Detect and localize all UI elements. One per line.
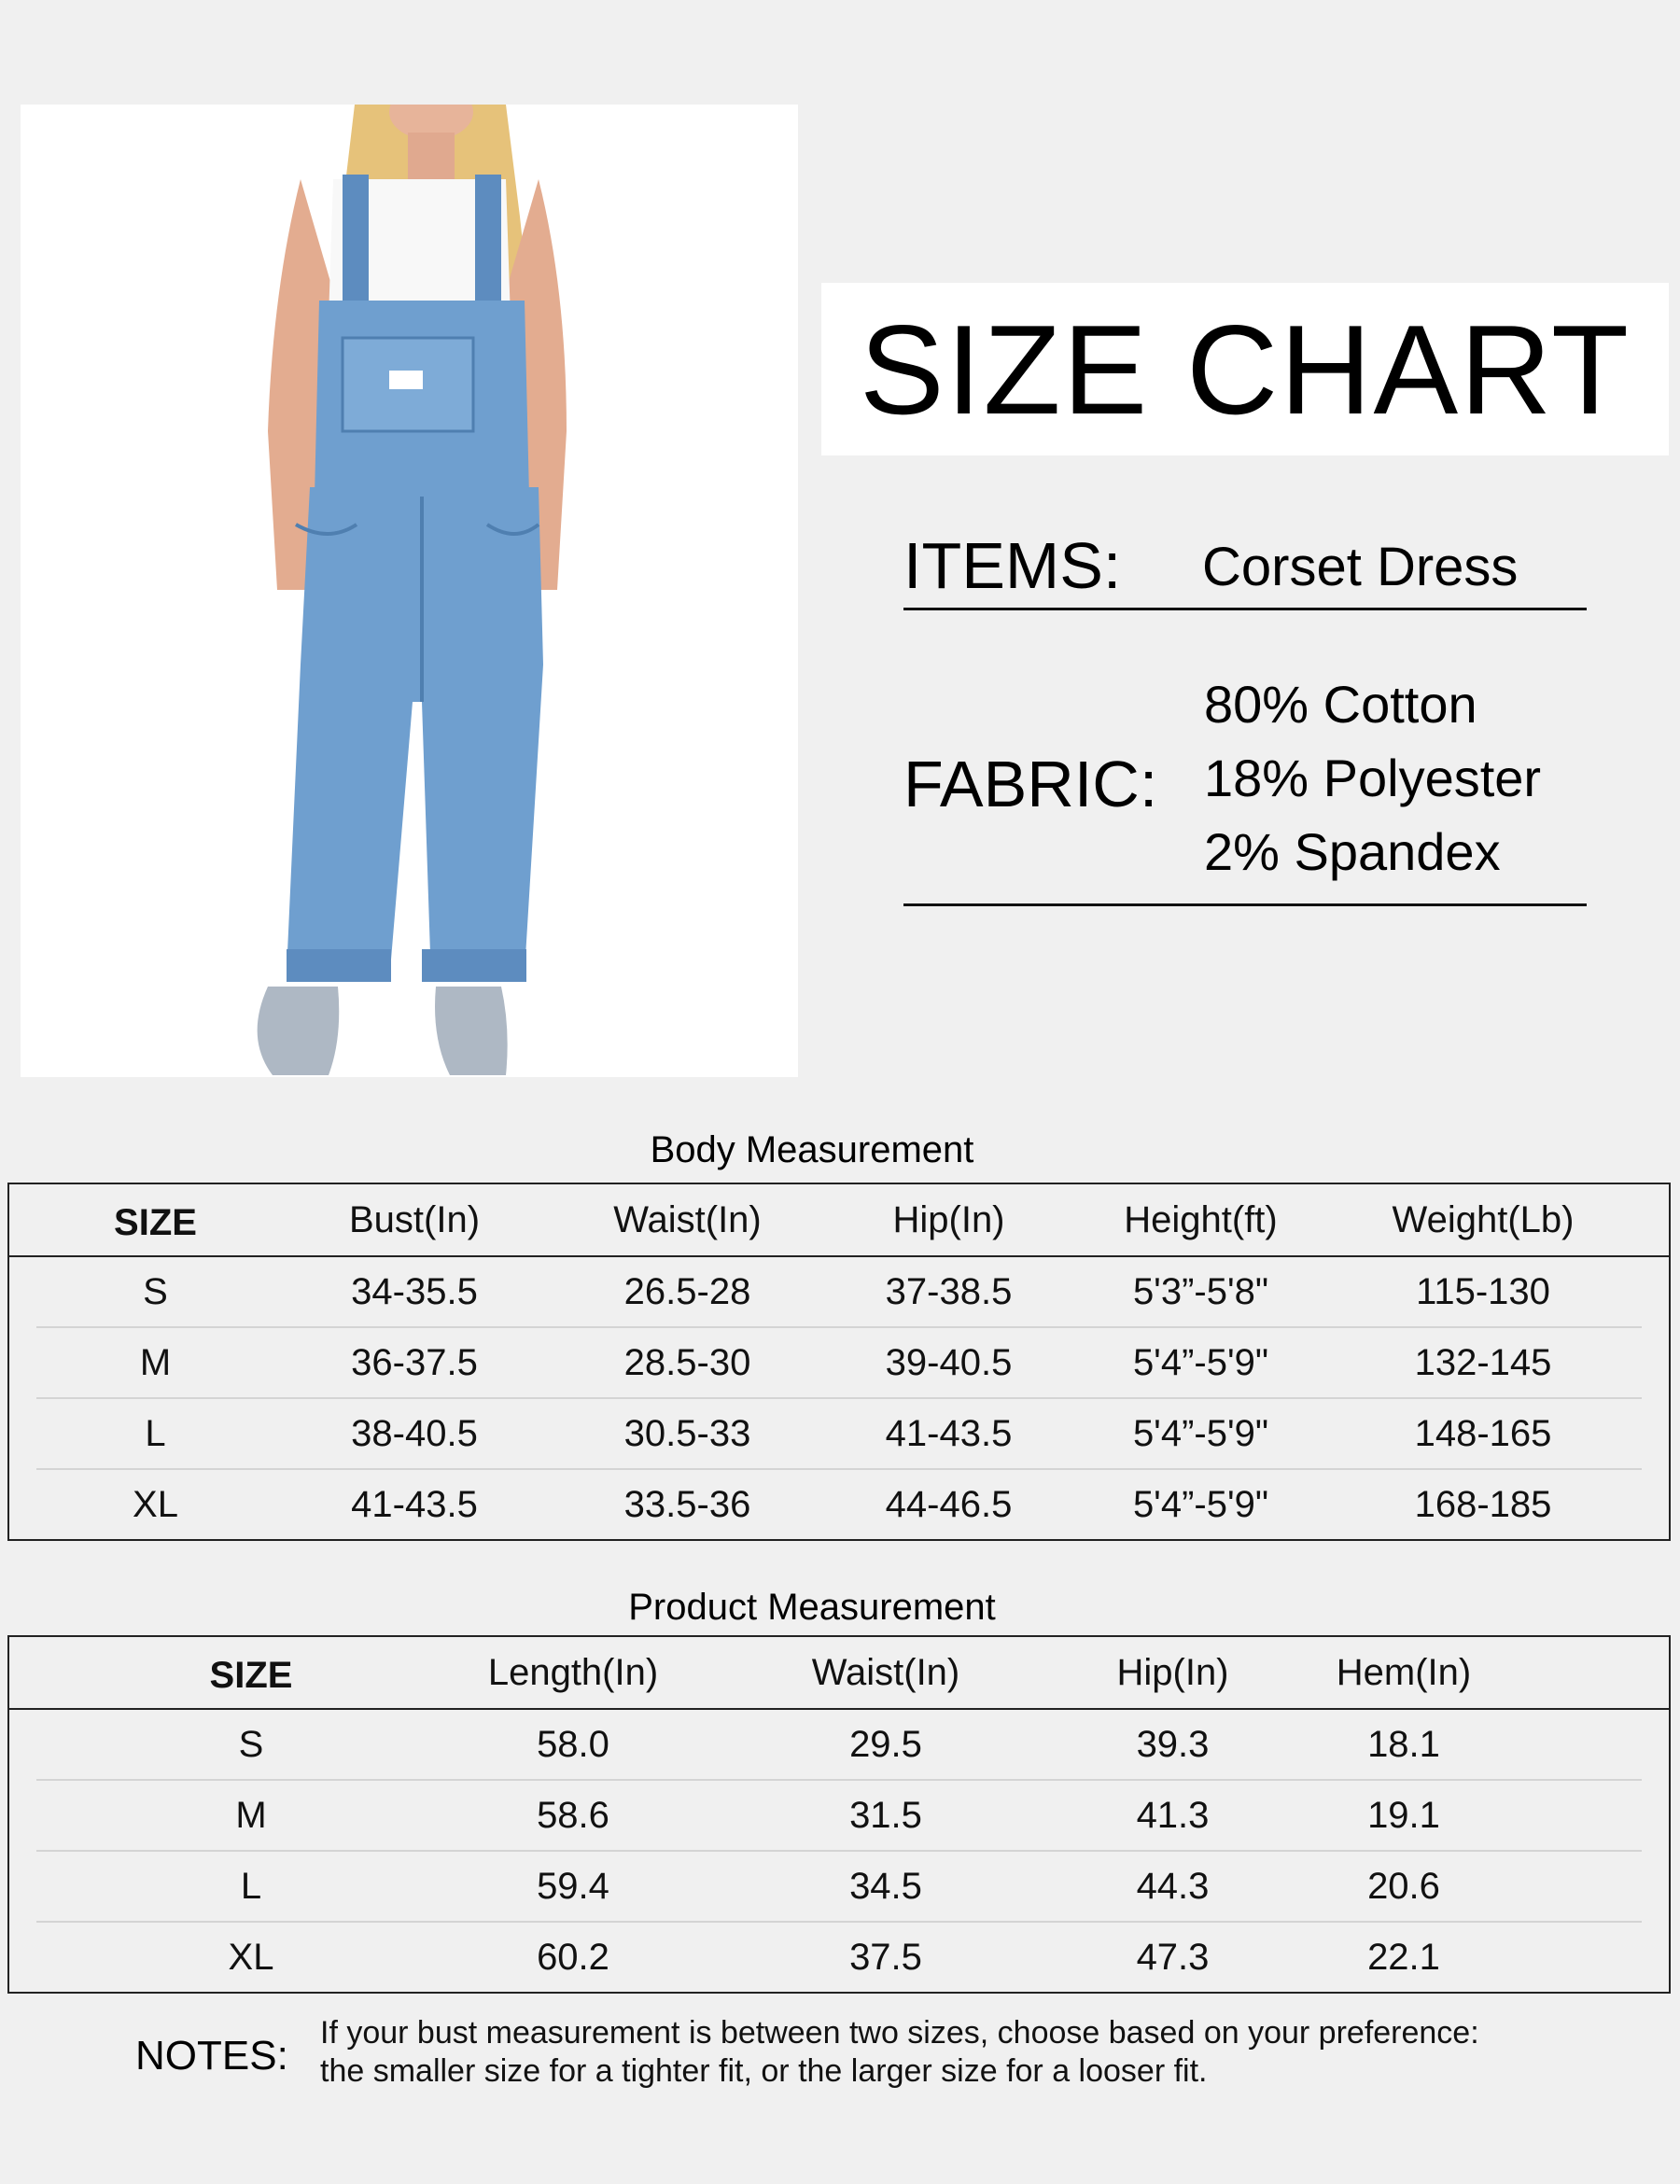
table-cell: 38-40.5	[274, 1398, 554, 1469]
table-cell: 58.6	[466, 1780, 680, 1851]
table-cell: 37-38.5	[885, 1270, 1013, 1312]
column-header: Weight(Lb)	[1324, 1183, 1642, 1256]
title-banner	[821, 283, 1669, 455]
column-header: Length(In)	[466, 1636, 680, 1709]
items-label: ITEMS:	[903, 529, 1122, 602]
column-header: Hip(In)	[1091, 1636, 1254, 1709]
table-cell: 37.5	[680, 1922, 1091, 1993]
table-row	[8, 1780, 1670, 1851]
table-row	[8, 1256, 1670, 1327]
table-cell: 31.5	[680, 1780, 1091, 1851]
product-measurement-table	[7, 1635, 1671, 1994]
column-header: Waist(In)	[680, 1636, 1091, 1709]
fabric-line-polyester: 18% Polyester	[1204, 749, 1542, 807]
table-cell: 18.1	[1367, 1723, 1440, 1765]
table-cell: S	[238, 1723, 264, 1765]
product-photo	[21, 105, 798, 1077]
fabric-divider	[903, 903, 1587, 906]
fabric-label: FABRIC:	[903, 748, 1158, 820]
table-cell: 44.3	[1091, 1851, 1254, 1922]
table-cell: 47.3	[1091, 1922, 1254, 1993]
table-cell: 28.5-30	[554, 1327, 820, 1398]
table-row	[8, 1327, 1670, 1398]
body-measurement-title: Body Measurement	[650, 1129, 974, 1170]
table-row	[8, 1469, 1670, 1540]
column-header: Height(ft)	[1077, 1183, 1324, 1256]
table-cell: 41-43.5	[274, 1469, 554, 1540]
column-header: Hem(In)	[1254, 1636, 1553, 1709]
table-cell: 5'4”-5'9"	[1077, 1469, 1324, 1540]
table-cell: 39.3	[1136, 1723, 1210, 1765]
notes-label: NOTES:	[135, 2033, 288, 2079]
table-cell: 39-40.5	[820, 1327, 1077, 1398]
table-cell: XL	[36, 1922, 466, 1993]
table-cell: 115-130	[1416, 1270, 1550, 1312]
table-cell: XL	[36, 1469, 274, 1540]
items-divider	[903, 608, 1587, 610]
table-cell: S	[143, 1270, 168, 1312]
items-value: Corset Dress	[1202, 537, 1519, 597]
table-cell: 19.1	[1254, 1780, 1553, 1851]
table-cell: 30.5-33	[554, 1398, 820, 1469]
table-cell: M	[36, 1780, 466, 1851]
table-cell: L	[36, 1398, 274, 1469]
table-cell: 34-35.5	[351, 1270, 478, 1312]
table-cell: 5'4”-5'9"	[1077, 1398, 1324, 1469]
fabric-line-spandex: 2% Spandex	[1204, 822, 1501, 881]
column-header: Hip(In)	[820, 1183, 1077, 1256]
table-cell: 44-46.5	[820, 1469, 1077, 1540]
table-cell: 41-43.5	[820, 1398, 1077, 1469]
table-row	[8, 1709, 1670, 1780]
column-header: SIZE	[36, 1183, 274, 1256]
table-cell: 5'3”-5'8"	[1132, 1270, 1269, 1312]
table-cell: 5'4”-5'9"	[1077, 1327, 1324, 1398]
table-cell: 29.5	[849, 1723, 922, 1765]
table-cell: 22.1	[1254, 1922, 1553, 1993]
notes-line: the smaller size for a tighter fit, or the larger size for a looser fit.	[320, 2053, 1208, 2089]
table-cell: 36-37.5	[274, 1327, 554, 1398]
fabric-line-cotton: 80% Cotton	[1204, 675, 1477, 734]
column-header: SIZE	[36, 1636, 466, 1709]
table-cell: 148-165	[1324, 1398, 1642, 1469]
table-cell: 60.2	[466, 1922, 680, 1993]
table-cell: M	[36, 1327, 274, 1398]
table-cell: 20.6	[1254, 1851, 1553, 1922]
page-title: SIZE CHART	[859, 298, 1631, 441]
table-cell: 168-185	[1324, 1469, 1642, 1540]
table-cell: 41.3	[1091, 1780, 1254, 1851]
notes-line: If your bust measurement is between two sizes, choose based on your preference:	[320, 2015, 1479, 2051]
notes-text	[320, 2014, 1479, 2091]
body-measurement-table	[7, 1183, 1671, 1541]
table-row	[8, 1922, 1670, 1993]
table-cell: 59.4	[466, 1851, 680, 1922]
table-header-row	[8, 1636, 1670, 1709]
table-row	[8, 1851, 1670, 1922]
table-cell: 26.5-28	[623, 1270, 751, 1312]
model-in-denim-overalls-image	[21, 105, 798, 1077]
table-cell: 58.0	[537, 1723, 609, 1765]
table-cell: 132-145	[1324, 1327, 1642, 1398]
product-measurement-title: Product Measurement	[628, 1587, 996, 1628]
column-header: Waist(In)	[554, 1183, 820, 1256]
table-header-row	[8, 1183, 1670, 1256]
table-cell: 33.5-36	[554, 1469, 820, 1540]
table-cell: L	[36, 1851, 466, 1922]
table-cell: 34.5	[680, 1851, 1091, 1922]
column-header: Bust(In)	[274, 1183, 554, 1256]
table-row	[8, 1398, 1670, 1469]
